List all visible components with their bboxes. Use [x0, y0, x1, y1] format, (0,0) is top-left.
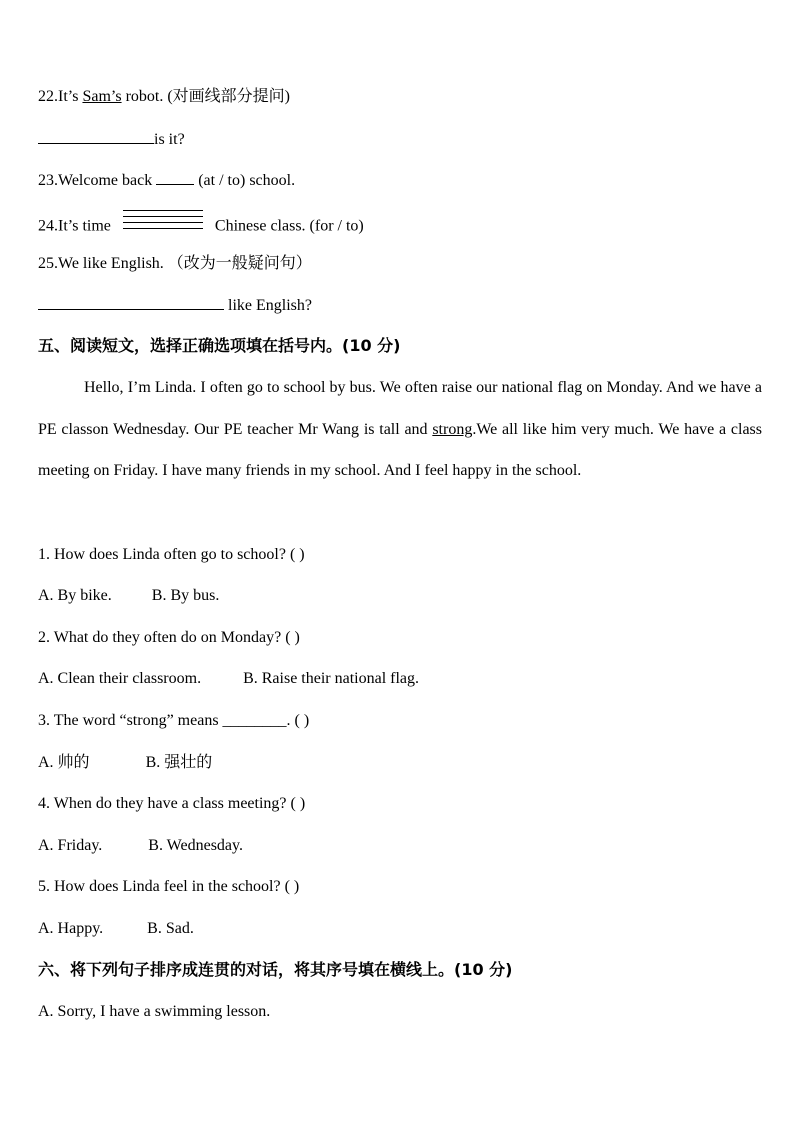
question-22-answer	[38, 129, 185, 150]
option-a[interactable]: A. Friday.	[38, 837, 103, 854]
q22-answer-suffix: is it?	[154, 131, 185, 148]
reading-question-5: 5. How does Linda feel in the school? ( )	[38, 878, 300, 895]
section-6-item-a: A. Sorry, I have a swimming lesson.	[38, 1003, 271, 1020]
reading-options-2	[38, 669, 419, 689]
reading-options-3	[38, 753, 212, 773]
q22-suffix: robot. (对画线部分提问)	[121, 88, 291, 105]
option-a[interactable]: A. Happy.	[38, 920, 104, 937]
q25-answer-blank[interactable]	[38, 295, 224, 310]
question-24	[38, 216, 364, 238]
q23-prefix: 23.Welcome back	[38, 172, 157, 189]
q24-suffix: Chinese class. (for / to)	[210, 217, 364, 235]
q25-answer-suffix: like English?	[224, 297, 312, 314]
q23-suffix: (at / to) school.	[194, 172, 296, 189]
q24-answer-lines[interactable]	[123, 216, 203, 238]
option-a[interactable]: A. By bike.	[38, 587, 112, 604]
q22-underlined-word: Sam’s	[82, 88, 122, 105]
q25-text: 25.We like English. （改为一般疑问句）	[38, 255, 312, 272]
option-a[interactable]: A. 帅的	[38, 754, 90, 771]
option-b[interactable]: B. By bus.	[151, 587, 220, 604]
option-a[interactable]: A. Clean their classroom.	[38, 670, 202, 687]
option-b[interactable]: B. 强壮的	[145, 754, 213, 771]
reading-options-4	[38, 836, 243, 856]
reading-question-1: 1. How does Linda often go to school? ( )	[38, 546, 305, 563]
q22-answer-blank[interactable]	[38, 129, 154, 144]
option-b[interactable]: B. Raise their national flag.	[243, 670, 420, 687]
question-25-answer	[38, 295, 312, 316]
q23-blank[interactable]	[156, 170, 194, 185]
reading-question-4: 4. When do they have a class meeting? ( )	[38, 795, 306, 812]
passage-part-1: Hello, I’m Linda. I often go to school by bus. We often raise our national flag on Monday. And we have a PE classon Wednesday. Our PE teacher Mr Wang is tall and	[38, 379, 762, 438]
question-23	[38, 170, 295, 191]
reading-passage	[38, 367, 762, 492]
q22-prefix: 22.It’s	[38, 88, 83, 105]
q24-prefix: 24.It’s time	[38, 217, 115, 235]
question-22	[38, 87, 290, 107]
reading-question-3: 3. The word “strong” means ________. ( )	[38, 712, 310, 729]
section-6-heading: 六、将下列句子排序成连贯的对话，将其序号填在横线上。(10 分)	[38, 960, 513, 979]
option-b[interactable]: B. Wednesday.	[148, 837, 243, 854]
option-b[interactable]: B. Sad.	[147, 920, 194, 937]
reading-question-2: 2. What do they often do on Monday? ( )	[38, 629, 300, 646]
reading-options-5	[38, 919, 194, 939]
question-25	[38, 254, 312, 274]
reading-options-1	[38, 586, 219, 606]
section-5-heading: 五、阅读短文，选择正确选项填在括号内。(10 分)	[38, 336, 401, 355]
passage-underlined-word: strong	[432, 420, 473, 438]
passage-part-2: .We all like him very much. We have a class meeting on Friday. I have many friends in my school. And I feel happy in the school.	[38, 420, 763, 479]
